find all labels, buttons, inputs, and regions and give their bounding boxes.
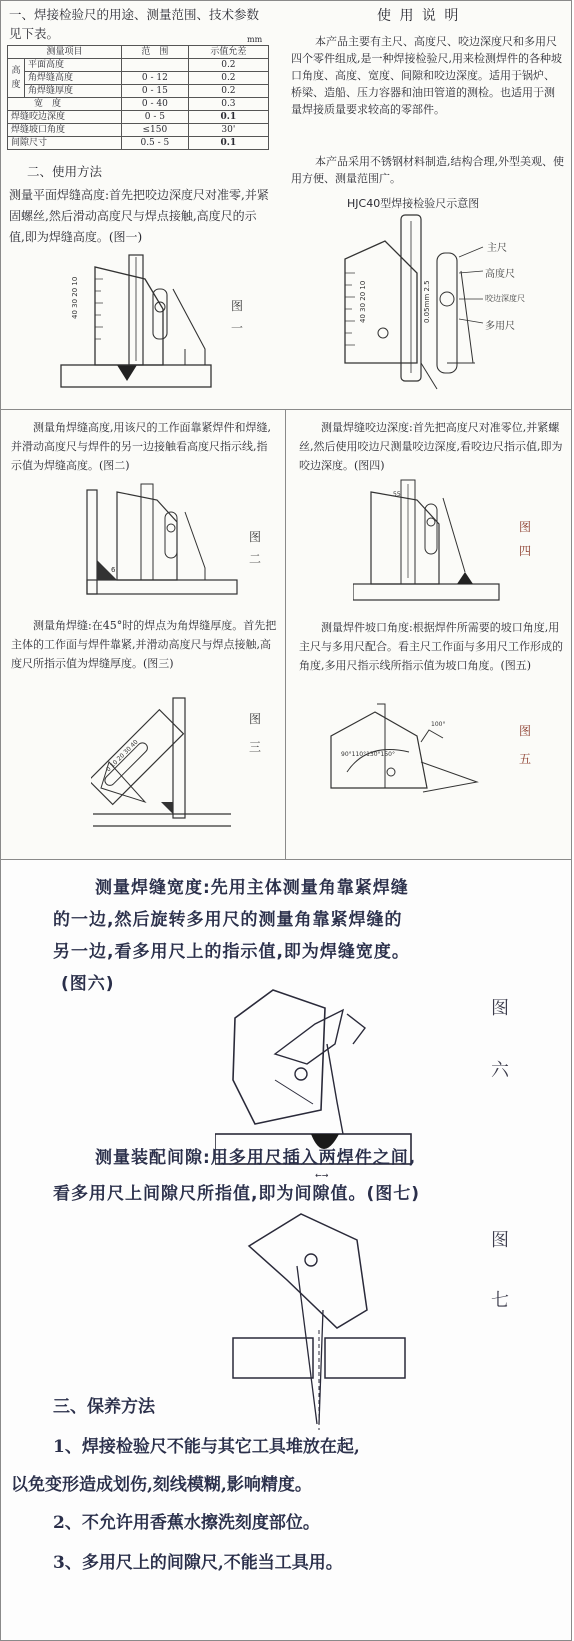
- method-text-fig1: 测量平面焊缝高度:首先把咬边深度尺对准零,并紧固螺丝,然后滑动高度尺与焊点接触,高度尺的示值,即为焊缝高度。(图一): [9, 188, 269, 244]
- care-item: 2、不允许用香蕉水擦洗刻度部位。: [53, 1513, 320, 1533]
- table-cell: 0 - 40: [121, 98, 188, 111]
- figure-7-label: 七: [491, 1290, 509, 1311]
- gauge-diagram: [325, 213, 501, 403]
- part-label-undercut-ruler: 咬边深度尺: [485, 294, 525, 303]
- part-label-height-ruler: 高度尺: [485, 269, 515, 280]
- table-cell: 0.1: [188, 137, 268, 150]
- panel-methods: [0, 409, 572, 860]
- table-row: [8, 111, 269, 124]
- figure-3-label: 三: [249, 740, 262, 754]
- svg-text:6: 6: [111, 566, 116, 574]
- figure-2-label: 二: [249, 552, 262, 566]
- care-item: 1、焊接检验尺不能与其它工具堆放在起,: [53, 1437, 360, 1457]
- table-header-row: [8, 46, 269, 59]
- method-text-fig6-line: 另一边,看多用尺上的指示值,即为焊缝宽度。: [53, 942, 410, 962]
- figure-1-label: 一: [231, 321, 244, 335]
- table-cell: 焊缝坡口角度: [8, 124, 122, 137]
- table-cell: 0 - 15: [121, 85, 188, 98]
- care-item: 3、多用尺上的间隙尺,不能当工具用。: [53, 1553, 343, 1573]
- figure-7-label: 图: [491, 1230, 509, 1251]
- table-row: [8, 137, 269, 150]
- svg-text:55: 55: [393, 491, 401, 498]
- table-row: [8, 124, 269, 137]
- table-cell: 角焊缝厚度: [25, 85, 122, 98]
- panel-width-gap-care: [0, 859, 572, 1641]
- table-cell: 0.2: [188, 72, 268, 85]
- usage-title: 使 用 说 明: [377, 8, 461, 24]
- table-cell: 0 - 5: [121, 111, 188, 124]
- part-label-main-ruler: 主尺: [487, 243, 507, 254]
- table-cell: [121, 59, 188, 72]
- table-cell: ≤150: [121, 124, 188, 137]
- figure-5-label: 五: [519, 752, 532, 766]
- svg-text:←→: ←→: [315, 1171, 329, 1180]
- svg-text:0 10 20 30 40: 0 10 20 30 40: [104, 738, 140, 774]
- care-heading: 三、保养方法: [53, 1397, 155, 1417]
- svg-text:0.05mm 2.5: 0.05mm 2.5: [423, 280, 431, 323]
- unit-label: mm: [247, 35, 263, 44]
- figure-4-label: 四: [519, 544, 532, 558]
- table-group-label: 高度: [8, 59, 25, 98]
- method-heading: 二、使用方法: [27, 164, 103, 179]
- part-label-multi-ruler: 多用尺: [485, 321, 515, 332]
- svg-text:40 30 20 10: 40 30 20 10: [359, 280, 367, 323]
- diagram-title: HJC40型焊接检验尺示意图: [347, 197, 480, 210]
- figure-3-label: 图: [249, 712, 262, 726]
- method-text-fig6-line: 的一边,然后旋转多用尺的测量角靠紧焊缝的: [53, 910, 403, 930]
- table-cell: 0.1: [188, 111, 268, 124]
- table-row: [8, 98, 269, 111]
- spec-table: [7, 45, 269, 150]
- panel-intro: [0, 0, 572, 410]
- table-header: 测量项目: [8, 46, 122, 59]
- figure-4-illustration: [353, 478, 503, 606]
- column-divider: [285, 410, 286, 860]
- svg-text:100°: 100°: [431, 721, 446, 728]
- method-text-fig5: 测量焊件坡口角度:根据焊件所需要的坡口角度,用主尺与多用尺配合。看主尺工作面与多用尺工作形成的角度,多用尺指示线所指示值为坡口角度。(图五): [299, 621, 563, 672]
- method-text-fig3: 测量角焊缝:在45°时的焊点为角焊缝厚度。首先把主体的工作面与焊件靠紧,并滑动高度尺与焊点接触,高度尺所指示值为焊缝厚度。(图三): [11, 619, 277, 670]
- usage-paragraph: 本产品主要有主尺、高度尺、咬边深度尺和多用尺四个零件组成,是一种焊接检验尺,用来检测焊件的各种坡口角度、高度、宽度、间隙和咬边深度。适用于锅炉、桥梁、造船、压力容器和油田管道的测检。也适用于测量焊接质量要求较高的零部件。: [291, 35, 562, 116]
- svg-text:40 30 20 10: 40 30 20 10: [71, 276, 79, 319]
- method-text-fig6-line: (图六): [61, 974, 115, 994]
- table-row: [8, 85, 269, 98]
- usage-paragraph: 本产品采用不锈钢材料制造,结构合理,外型美观、使用方便、测量范围广。: [291, 155, 564, 185]
- method-text-fig2: 测量角焊缝高度,用该尺的工作面靠紧焊件和焊缝,并滑动高度尺与焊件的另一边接触看高度尺指示线,指示值为焊缝高度。(图二): [11, 421, 271, 472]
- table-cell: 30': [188, 124, 268, 137]
- table-cell: 焊缝咬边深度: [8, 111, 122, 124]
- figure-6-label: 六: [491, 1060, 509, 1081]
- figure-1-label: 图: [231, 299, 244, 313]
- table-row: [8, 72, 269, 85]
- method-text-fig7-line: 测量装配间隙:用多用尺插入两焊件之间,: [95, 1148, 417, 1168]
- figure-5-illustration: [327, 702, 487, 822]
- figure-2-illustration: [81, 482, 241, 600]
- table-cell: 平面高度: [25, 59, 122, 72]
- table-header: 范 围: [121, 46, 188, 59]
- table-cell: 0.2: [188, 59, 268, 72]
- care-item: 以免变形造成划伤,刻线模糊,影响精度。: [11, 1475, 312, 1495]
- table-row: [8, 59, 269, 72]
- figure-3-illustration: [91, 692, 241, 842]
- table-cell: 0.5 - 5: [121, 137, 188, 150]
- figure-1-illustration: [55, 249, 225, 403]
- figure-4-label: 图: [519, 520, 532, 534]
- method-text-fig7-line: 看多用尺上间隙尺所指值,即为间隙值。(图七): [53, 1184, 420, 1204]
- table-header: 示值允差: [188, 46, 268, 59]
- method-text-fig4: 测量焊缝咬边深度:首先把高度尺对准零位,并紧螺丝,然后使用咬边尺测量咬边深度,看咬边尺指示值,即为咬边深度。(图四): [299, 421, 563, 472]
- svg-text:90°110°130°150°: 90°110°130°150°: [341, 751, 395, 758]
- figure-2-label: 图: [249, 530, 262, 544]
- table-cell: 0 - 12: [121, 72, 188, 85]
- figure-7-illustration: [227, 1210, 417, 1436]
- table-cell: 0.2: [188, 85, 268, 98]
- figure-6-label: 图: [491, 998, 509, 1019]
- table-cell: 间隙尺寸: [8, 137, 122, 150]
- table-cell: 角焊缝高度: [25, 72, 122, 85]
- table-cell: 宽 度: [8, 98, 122, 111]
- figure-5-label: 图: [519, 724, 532, 738]
- spec-heading: 一、焊接检验尺的用途、测量范围、技术参数见下表。: [9, 7, 260, 41]
- method-text-fig6-line: 测量焊缝宽度:先用主体测量角靠紧焊缝: [95, 878, 409, 898]
- table-cell: 0.3: [188, 98, 268, 111]
